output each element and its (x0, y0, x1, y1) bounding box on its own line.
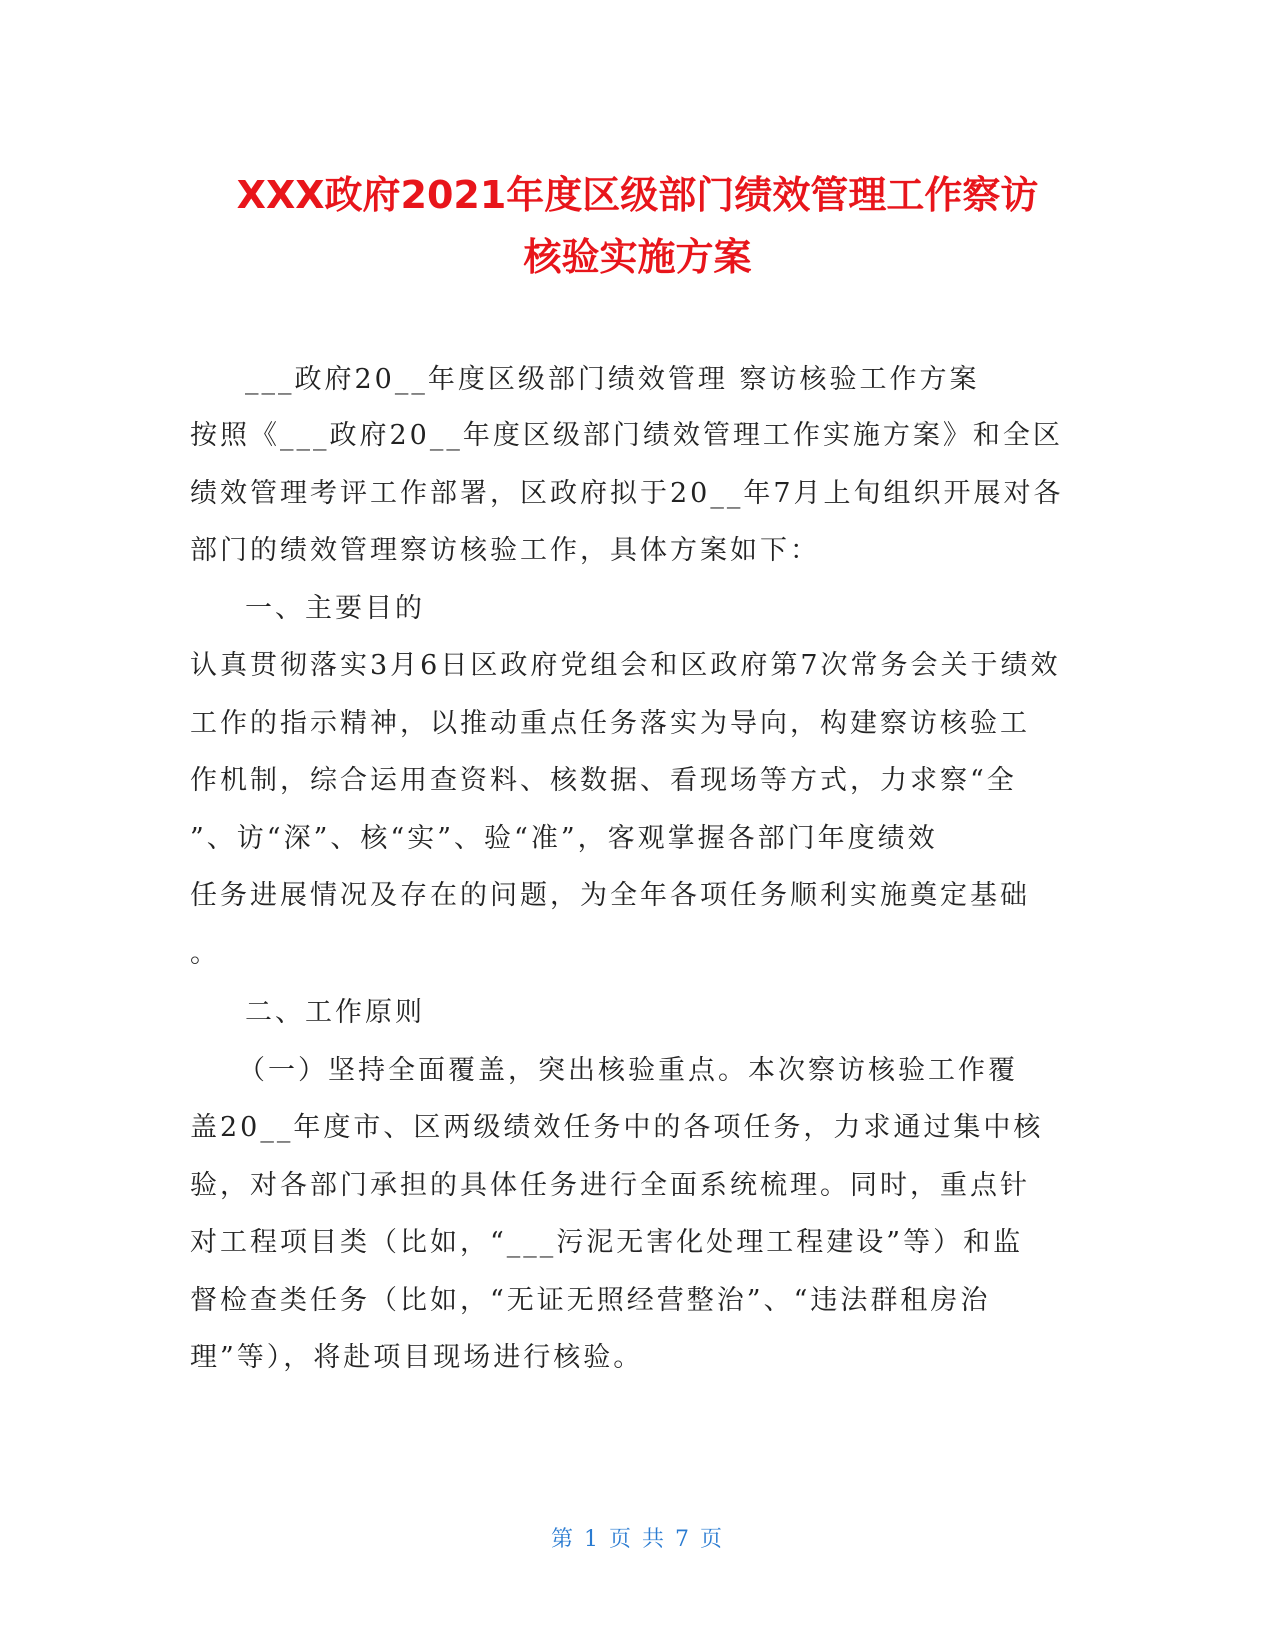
body-line: 绩效管理考评工作部署，区政府拟于20__年7月上旬组织开展对各 (190, 478, 1064, 509)
body-line: 。 (190, 938, 220, 969)
body-line: 按照《___政府20__年度区级部门绩效管理工作实施方案》和全区 (190, 420, 1063, 451)
body-line: 理”等），将赴项目现场进行核验。 (190, 1342, 644, 1373)
document-title-line-1: XXX政府2021年度区级部门绩效管理工作察访 (236, 173, 1039, 217)
section-heading-principles: 二、工作原则 (245, 997, 425, 1028)
body-line: ”、访“深”、核“实”、验“准”，客观掌握各部门年度绩效 (190, 823, 938, 854)
body-line: 作机制，综合运用查资料、核数据、看现场等方式，力求察“全 (190, 765, 1017, 796)
body-line: （一）坚持全面覆盖，突出核验重点。本次察访核验工作覆 (238, 1055, 1018, 1086)
document-title-line-2: 核验实施方案 (523, 235, 752, 279)
body-line: 对工程项目类（比如，“___污泥无害化处理工程建设”等）和监 (190, 1227, 1024, 1258)
section-heading-purpose: 一、主要目的 (245, 593, 425, 624)
body-line: 部门的绩效管理察访核验工作，具体方案如下： (190, 535, 820, 566)
body-line: 验，对各部门承担的具体任务进行全面系统梳理。同时，重点针 (190, 1170, 1030, 1201)
body-line: 任务进展情况及存在的问题，为全年各项任务顺利实施奠定基础 (190, 880, 1030, 911)
body-line: 工作的指示精神，以推动重点任务落实为导向，构建察访核验工 (190, 708, 1030, 739)
body-line: 认真贯彻落实3月6日区政府党组会和区政府第7次常务会关于绩效 (190, 650, 1061, 681)
body-line: 盖20__年度市、区两级绩效任务中的各项任务，力求通过集中核 (190, 1112, 1044, 1143)
page-number-footer: 第 1 页 共 7 页 (551, 1527, 724, 1552)
subtitle-line: ___政府20__年度区级部门绩效管理 察访核验工作方案 (245, 364, 980, 395)
body-line: 督检查类任务（比如，“无证无照经营整治”、“违法群租房治 (190, 1285, 991, 1316)
